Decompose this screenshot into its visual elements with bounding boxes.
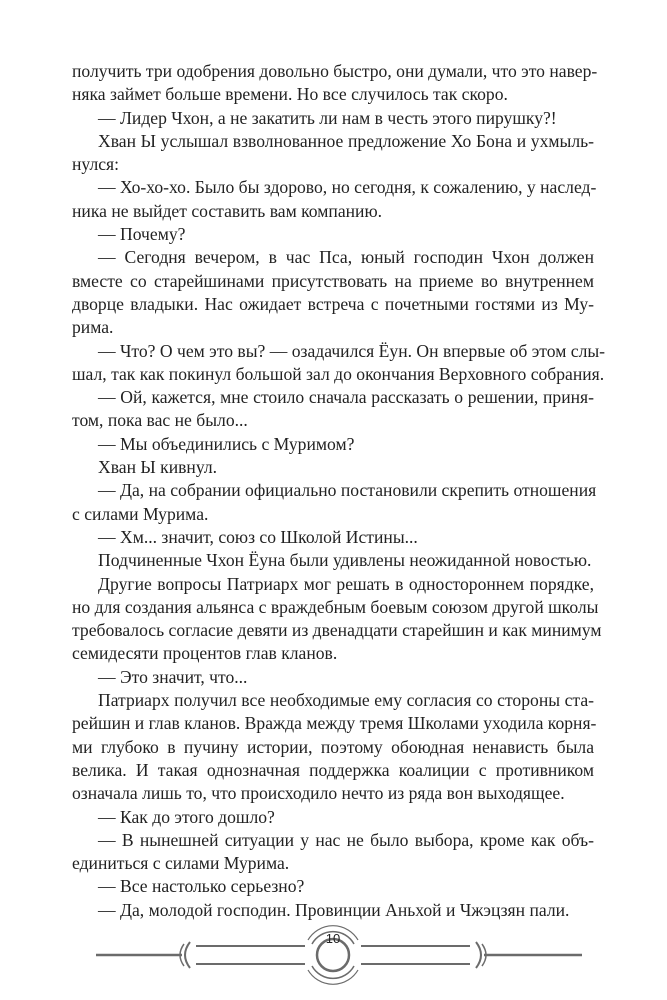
- text-line: — Хм... значит, союз со Школой Истины...: [98, 526, 418, 547]
- text-line: — Все настолько серьезно?: [98, 876, 305, 897]
- text-line: — Это значит, что...: [98, 666, 248, 687]
- paragraph: [72, 666, 594, 689]
- text-line: вместе со старейшинами присутствовать на приеме во внутреннем: [72, 270, 594, 291]
- text-line: ника не выйдет составить вам компанию.: [72, 200, 382, 221]
- text-line: требовалось согласие девяти из двенадцати старейшин и как минимум: [72, 620, 602, 641]
- text-line: — Да, молодой господин. Провинции Аньхой и Чжэцзян пали.: [98, 899, 570, 920]
- paragraph: [72, 899, 594, 922]
- text-line: — Мы объединились с Муримом?: [98, 433, 355, 454]
- text-line: получить три одобрения довольно быстро, они думали, что это навер-: [72, 61, 598, 81]
- text-line: Хван Ы услышал взволнованное предложение Хо Бона и ухмыль-: [98, 130, 594, 151]
- text-line: — Почему?: [98, 224, 186, 245]
- paragraph: [72, 573, 602, 666]
- text-line: — Хо-хо-хо. Было бы здорово, но сегодня, к сожалению, у наслед-: [98, 177, 597, 198]
- paragraph: [72, 107, 594, 130]
- text-line: рима.: [72, 317, 114, 338]
- text-line: Подчиненные Чхон Ёуна были удивлены неожиданной новостью.: [98, 550, 592, 571]
- text-line: — Лидер Чхон, а не закатить ли нам в честь этого пирушку?!: [98, 107, 557, 128]
- paragraph: [72, 340, 606, 387]
- paragraph: [72, 456, 594, 479]
- paragraph: [72, 386, 594, 433]
- text-line: — Ой, кажется, мне стоило сначала рассказать о решении, приня-: [98, 387, 594, 408]
- text-line: Другие вопросы Патриарх мог решать в одностороннем порядке,: [98, 573, 594, 594]
- page-number: 10: [325, 931, 341, 946]
- text-line: — Как до этого дошло?: [98, 806, 275, 827]
- paragraph: [72, 433, 594, 456]
- text-line: но для создания альянса с враждебным боевым союзом другой школы: [72, 596, 599, 617]
- paragraph: [72, 60, 598, 107]
- paragraph: [72, 176, 597, 223]
- paragraph: [72, 246, 594, 339]
- paragraph: [72, 806, 594, 829]
- book-page-body: [72, 60, 606, 922]
- text-line: нулся:: [72, 154, 120, 175]
- text-line: — В нынешней ситуации у нас не было выбора, кроме как объ-: [98, 829, 594, 850]
- text-line: — Что? О чем это вы? — озадачился Ёун. Он впервые об этом слы-: [98, 340, 606, 361]
- paragraph: [72, 130, 594, 177]
- text-line: семидесяти процентов глав кланов.: [72, 643, 338, 664]
- text-line: няка займет больше времени. Но все случилось так скоро.: [72, 84, 508, 105]
- paragraph: [72, 689, 597, 805]
- text-line: — Сегодня вечером, в час Пса, юный господин Чхон должен: [98, 247, 594, 268]
- text-line: рейшин и глав кланов. Вражда между тремя Школами уходила корня-: [72, 713, 597, 734]
- text-line: дворце владыки. Нас ожидает встреча с почетными гостями из Му-: [72, 293, 594, 314]
- text-line: шал, так как покинул большой зал до окончания Верховного собрания.: [72, 363, 605, 384]
- paragraph: [72, 875, 594, 898]
- text-line: Патриарх получил все необходимые ему согласия со стороны ста-: [98, 690, 594, 711]
- text-line: означала лишь то, что происходило нечто из ряда вон выходящее.: [72, 783, 565, 804]
- text-line: велика. И такая однозначная поддержка коалиции с противником: [72, 759, 594, 780]
- text-line: том, пока вас не было...: [72, 410, 248, 431]
- text-line: единиться с силами Мурима.: [72, 853, 290, 874]
- text-line: Хван Ы кивнул.: [98, 457, 218, 478]
- text-line: ми глубоко в пучину истории, поэтому обоюдная ненависть была: [72, 736, 594, 757]
- paragraph: [72, 479, 597, 526]
- paragraph: [72, 829, 594, 876]
- text-line: — Да, на собрании официально постановили скрепить отношения: [98, 480, 597, 501]
- paragraph: [72, 223, 594, 246]
- text-line: с силами Мурима.: [72, 503, 209, 524]
- paragraph: [72, 526, 594, 549]
- paragraph: [72, 549, 594, 572]
